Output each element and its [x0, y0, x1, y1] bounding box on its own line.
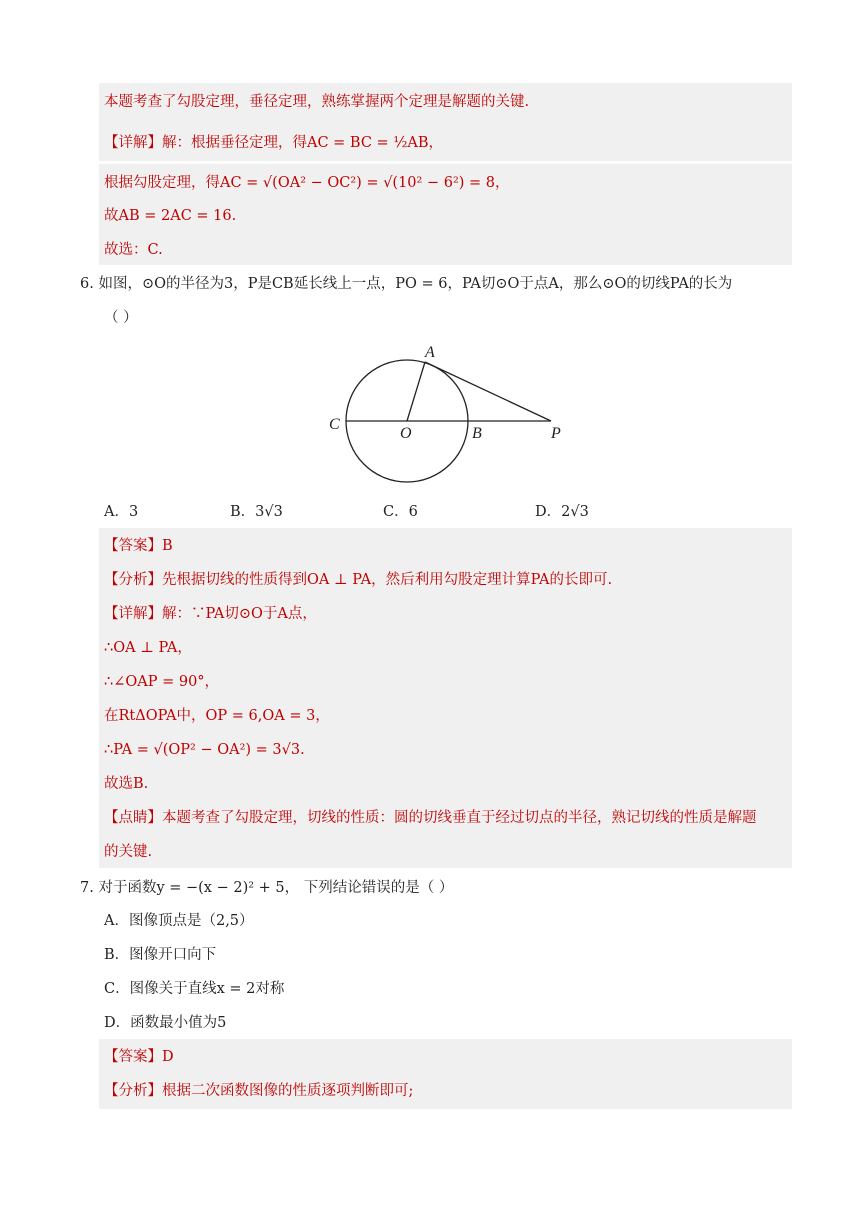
q6-option-d: D．2√3 [535, 504, 589, 520]
q7-option-d: D．函数最小值为5 [104, 1015, 227, 1031]
q6-detail-5: ∴PA = √(OP² − OA²) = 3√3. [104, 742, 305, 758]
q7-stem: 7. 对于函数y = −(x − 2)² + 5， 下列结论错误的是（ ） [80, 880, 454, 896]
label-b: B [472, 425, 482, 442]
prev-solution-line1: 本题考查了勾股定理，垂径定理，熟练掌握两个定理是解题的关键. [104, 94, 530, 110]
q6-analysis: 【分析】先根据切线的性质得到OA ⊥ PA，然后利用勾股定理计算PA的长即可. [104, 572, 613, 588]
q7-answer: 【答案】D [104, 1049, 174, 1065]
q6-comment-line1: 【点睛】本题考查了勾股定理，切线的性质：圆的切线垂直于经过切点的半径，熟记切线的性质是解题 [104, 810, 757, 826]
label-c: C [329, 416, 340, 433]
prev-solution-line2: 【详解】解：根据垂径定理，得AC = BC = ½AB， [104, 135, 443, 151]
q6-detail-2: ∴OA ⊥ PA， [104, 640, 192, 656]
q6-option-c: C．6 [383, 504, 418, 520]
q6-stem-line1: 6. 如图，⊙O的半径为3，P是CB延长线上一点，PO = 6，PA切⊙O于点A，那么⊙O的切线PA的长为 [80, 276, 733, 292]
q6-comment-line2: 的关键. [104, 844, 153, 860]
q7-option-b: B．图像开口向下 [104, 947, 217, 963]
prev-solution-line4: 故AB = 2AC = 16. [104, 208, 237, 224]
segment-ap [425, 362, 551, 421]
q6-detail-6: 故选B. [104, 776, 149, 792]
prev-solution-line3: 根据勾股定理，得AC = √(OA² − OC²) = √(10² − 6²) = 8， [104, 175, 510, 191]
q7-analysis: 【分析】根据二次函数图像的性质逐项判断即可; [104, 1083, 414, 1099]
label-p: P [551, 425, 561, 442]
q6-detail-4: 在RtΔOPA中，OP = 6,OA = 3， [104, 708, 330, 724]
prev-solution-line5: 故选：C. [104, 242, 163, 258]
label-a: A [425, 344, 435, 361]
q7-option-c: C．图像关于直线x = 2对称 [104, 981, 285, 997]
label-o: O [400, 425, 412, 442]
q7-option-a: A．图像顶点是（2,5） [104, 913, 254, 929]
q6-answer: 【答案】B [104, 538, 173, 554]
q6-detail-1: 【详解】解：∵PA切⊙O于A点， [104, 606, 317, 622]
q6-option-a: A．3 [104, 504, 139, 520]
q6-option-b: B．3√3 [230, 504, 283, 520]
q6-detail-3: ∴∠OAP = 90°， [104, 674, 220, 690]
q6-stem-line2: （ ） [104, 310, 138, 326]
segment-oa [407, 362, 425, 421]
